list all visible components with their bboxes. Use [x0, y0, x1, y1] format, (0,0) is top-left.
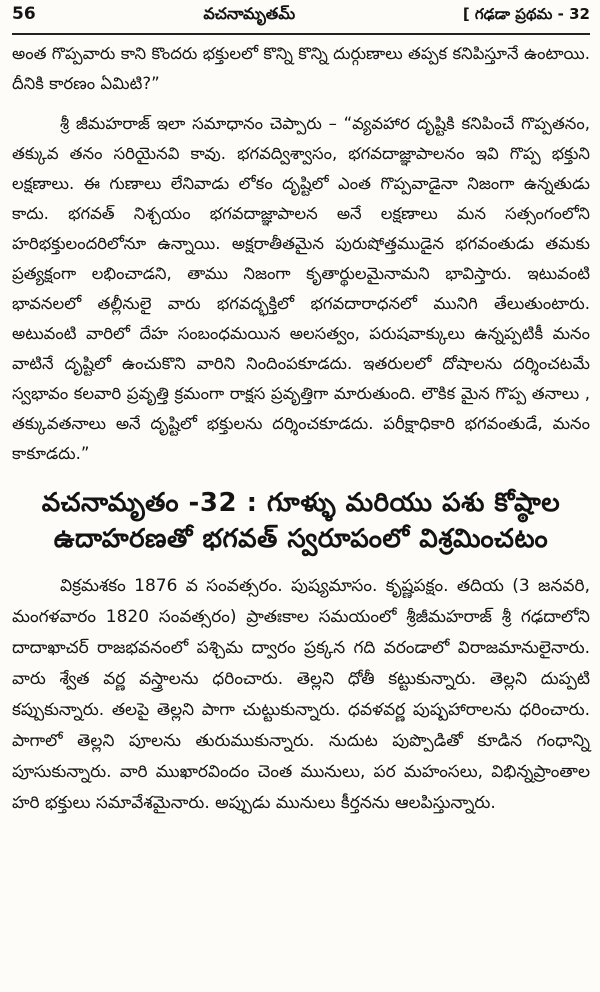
passage-one-paragraph-1: అంత గొప్పవారు కాని కొందరు భక్తులలో కొన్ని కొన్ని దుర్గుణాలు తప్పక కనిపిస్తూనే ఉంటాయి. దీనికి కారణం ఏమిటి?”: [12, 44, 590, 93]
passage-one: [12, 39, 590, 469]
chapter-heading-line-2: ఉదాహరణతో భగవత్ స్వరూపంలో విశ్రమించటం: [53, 524, 549, 554]
chapter-heading: [12, 485, 590, 557]
passage-two-paragraph-1: విక్రమశకం 1876 వ సంవత్సరం. పుష్యమాసం. కృష్ణపక్షం. తదియ (3 జనవరి, మంగళవారం 1820 సంవత్సరం) ప్రాతఃకాల సమయంలో శ్రీజీమహరాజ్ శ్రీ గఢదాలోని దాదాఖాచర్ రాజభవనంలో పశ్చిమ ద్వారం ప్రక్కన గది వరండాలో విరాజమానులైనారు. వారు శ్వేత వర్ణ వస్త్రాలను ధరించారు. తెల్లని ధోతీ కట్టుకున్నారు. తెల్లని దుప్పటి కప్పుకున్నారు. తలపై తెల్లని పాగా చుట్టుకున్నారు. ధవళవర్ణ పుష్పహారాలను ధరించారు. పాగాలో తెల్లని పూలను తురుముకున్నారు. నుదుట పుప్పొడితో కూడిన గంధాన్ని పూసుకున్నారు. వారి ముఖారవిందం చెంత మునులు, పర మహంసలు, విభిన్నప్రాంతాల హరి భక్తులు సమావేశమైనారు. అప్పుడు మునులు కీర్తనను ఆలపిస్తున్నారు.: [12, 576, 590, 813]
passage-two: [12, 571, 590, 819]
section-reference: [ గఢడా ప్రథమ - 32: [462, 5, 590, 23]
passage-one-paragraph-2: శ్రీ జీమహరాజ్ ఇలా సమాధానం చెప్పారు – “వ్యవహార దృష్టికి కనిపించే గొప్పతనం, తక్కువ తనం సరియైనవి కావు. భగవద్విశ్వాసం, భగవదాజ్ఞాపాలనం ఇవి గొప్ప భక్తుని లక్షణాలు. ఈ గుణాలు లేనివాడు లోకం దృష్టిలో ఎంత గొప్పవాడైనా నిజంగా ఉన్నతుడు కాదు. భగవత్ నిశ్చయం భగవదాజ్ఞాపాలన అనే లక్షణాలు మన సత్సంగంలోని హరిభక్తులందరిలోనూ ఉన్నాయి. అక్షరాతీతమైన పురుషోత్తముడైన భగవంతుడు తమకు ప్రత్యక్షంగా లభించాడని, తాము నిజంగా కృతార్థులమైనామని భావిస్తారు. ఇటువంటి భావనలలో తల్లీనులై వారు భగవద్భక్తిలో భగవదారాధనలో మునిగి తేలుతుంటారు. అటువంటి వారిలో దేహ సంబంధమయిన అలసత్వం, పరుషవాక్కులు ఉన్నప్పటికీ మనం వాటినే దృష్టిలో ఉంచుకొని వారిని నిందింపకూడదు. ఇతరులలో దోషాలను దర్శించటమే స్వభావం కలవారి ప్రవృత్తి క్రమంగా రాక్షస ప్రవృత్తిగా మారుతుంది. లౌకిక మైన గొప్ప తనాలు , తక్కువతనాలు అనే దృష్టిలో భక్తులను దర్శించకూడదు. పరీక్షాధికారి భగవంతుడే, మనం కాకూడదు.”: [12, 114, 590, 463]
running-title: వచనామృతమ్: [203, 4, 296, 23]
chapter-heading-line-1: వచనామృతం -32 : గూళ్ళు మరియు పశు కోష్ఠాల: [41, 488, 561, 518]
page-number: 56: [12, 4, 36, 24]
page-header: [12, 4, 590, 35]
